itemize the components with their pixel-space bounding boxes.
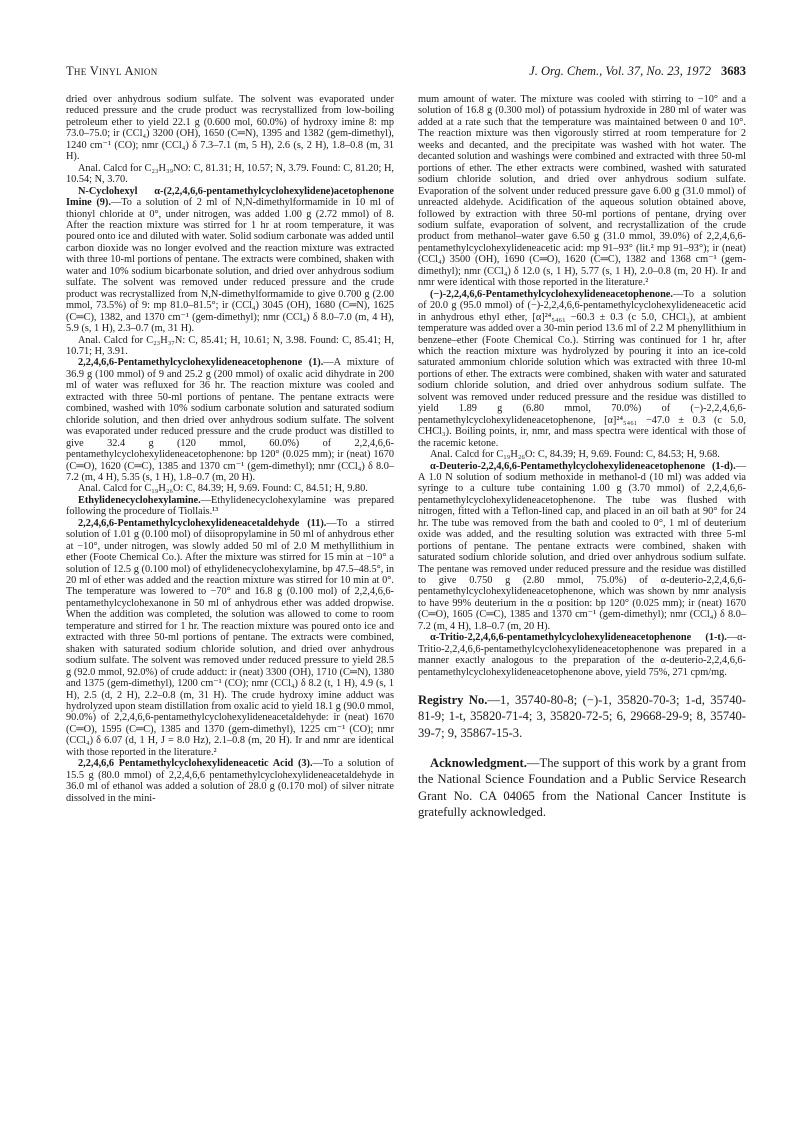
procedure-paragraph [66,518,394,759]
registry-label: Registry No. [418,693,488,708]
procedure-title: N-Cyclohexyl α-(2,2,4,6,6-pentamethylcyclohexylidene)acetophenone Imine (9). [66,185,394,209]
procedure-title: 2,2,4,6,6-Pentamethylcyclohexylideneacetaldehyde (11). [78,517,327,529]
procedure-body: —A 1.0 N solution of sodium methoxide in methanol-d (10 ml) was added via syringe to a culture tube containing 1.00 g (3.70 mmol) of 2,2,4,6,6-pentamethylcyclohexylideneacetophenone. The tube was flushed with nitrogen, fitted with a Teflon-lined cap, and placed in an oil bath at 90° for 24 hr. The tube was removed from the bath and cooled to 0°, 1 ml of deuterium oxide was added, and the resulting solution was extracted with three 5-ml portions of pentane. The pentane extracts were combined, shaken with saturated sodium chloride solution, and dried over anhydrous sodium sulfate. The pentane was removed under reduced pressure and the residue was distilled to give 0.750 g (2.80 mmol, 75.0%) of α-deuterio-2,2,4,6,6-pentamethylcyclohexylideneacetophenone, which was shown by nmr analysis to have 99% deuterium in the α position: bp 120° (0.025 mm); ir (neat) 1670 (C═O), 1605 (C═C), 1385 and 1370 cm⁻¹ (gem-dimethyl); nmr (CCl₄) δ 8.0–7.2 (m, 4 H), 1.8–0.7 (m, 20 H). [418,460,746,632]
procedure-paragraph [418,461,746,633]
paragraph: mum amount of water. The mixture was cooled with stirring to −10° and a solution of 16.8 g (0.300 mol) of potassium hydroxide in 280 ml of water was added at a rate such that the temperature was maintained between 0 and 10°. The reaction mixture was then vigorously stirred at room temperature for 2 weeks and decanted, and the precipitate was washed with hot water. The decanted solution and washings were combined and extracted with three 50-ml portions of ether. The ether extracts were combined, washed with saturated sodium chloride solution, and dried over anhydrous sodium sulfate. Evaporation of the solvent under reduced pressure gave 6.00 g (31.0 mmol) of unreacted aldehyde. Acidification of the aqueous solution obtained above, followed by extraction with three 50-ml portions of pentane, drying over sodium sulfate, evaporation of solvent, and recrystallization of the crude product from methanol–water gave 6.50 g (31.0 mmol, 39.0%) of 2,2,4,6,6-pentamethylcyclohexylideneacetic acid: mp 91–93° (lit.² mp 91–93°); ir (neat) (CCl₄) 3500 (OH), 1690 (C═O), 1620 (C═C), 1382 and 1368 cm⁻¹ (gem-dimethyl); nmr (CCl₄) δ 12.0 (s, 1 H), 5.77 (s, 1 H), 2.0–0.8 (m, 20 H). Ir and nmr were identical with those reported in the literature.² [418,94,746,289]
procedure-title: α-Tritio-2,2,4,6,6-pentamethylcyclohexylideneacetophenone (1-t). [430,632,727,644]
procedure-paragraph [418,632,746,678]
analysis-paragraph: Anal. Calcd for C₁₉H₂₆O: C, 84.39; H, 9.69. Found: C, 84.53; H, 9.68. [430,449,720,461]
running-title: The Vinyl Anion [66,64,158,78]
procedure-paragraph [66,186,394,335]
procedure-title: (−)-2,2,4,6,6-Pentamethylcyclohexylideneacetophenone. [430,288,673,300]
procedure-body: —To a stirred solution of 1.01 g (0.100 mol) of diisopropylamine in 50 ml of anhydrous ether at −10°, under nitrogen, was slowly added 50 ml of 2.0 M methyllithium in ether (Foote Chemical Co.). After the mixture was stirred for 15 min at −10° a solution of 12.5 g (0.100 mol) of ethylidenecyclohexylamine, bp 47.5–48.5°, in 20 ml of ether was added and the reaction mixture was stirred for 10 min at 0°. The temperature was lowered to −70° and 16.8 g (0.100 mol) of 2,2,4,6,6-pentamethylcyclohexanone in 50 ml of anhydrous ether was added dropwise. When the addition was completed, the solution was allowed to come to room temperature and stirred for 1 hr. The reaction mixture was poured onto ice and extracted with three 50-ml portions of pentane. The extracts were combined, shaken with saturated sodium chloride solution, and dried over anhydrous sodium sulfate. The solvent was removed under reduced pressure to yield 28.5 g (92.0 mmol, 92.0%) of crude adduct: ir (neat) 3300 (OH), 1710 (C═N), 1380 and 1375 (gem-dimethyl), 1200 cm⁻¹ (CO); nmr (CCl₄) δ 8.2 (t, 1 H), 4.9 (s, 1 H), 2.5 (d, 2 H), 2.2–0.8 (m, 31 H). The crude hydroxy imine adduct was hydrolyzed upon steam distillation from oxalic acid to yield 18.1 g (90.0 mmol, 90.0%) of 2,2,4,6,6-pentamethylcyclohexylideneacetaldehyde: ir (neat) 1670 (C═O), 1595 (C═C), 1385 and 1370 (gem-dimethyl), 1225 cm⁻¹ (CO); nmr (CCl₄) δ 6.07 (d, 1 H, J = 8.0 Hz), 2.1–0.8 (m, 20 H). Ir and nmr are identical with those reported in the literature.² [66,517,395,758]
procedure-paragraph [66,357,394,483]
registry-text: —1, 35740-80-8; (−)-1, 35820-70-3; 1-d, 35740-81-9; 1-t, 35820-71-4; 3, 35820-72-5; 6, 29668-29-9; 8, 35740-39-7; 9, 35867-15-3. [418,693,746,740]
procedure-paragraph [66,495,394,518]
acknowledgment [418,755,746,820]
journal-name: J. Org. Chem., Vol. 37, No. 23, 1972 [529,64,711,78]
procedure-title: α-Deuterio-2,2,4,6,6-Pentamethylcyclohexylideneacetophenone (1-d). [430,460,736,472]
procedure-body: —To a solution of 15.5 g (80.0 mmol) of 2,2,4,6,6 pentamethylcyclohexylideneacetaldehyde in 36.0 ml of ethanol was added a solution of 28.0 g (0.170 mol) of silver nitrate dissolved in the mini- [66,758,394,804]
procedure-paragraph [418,289,746,449]
procedure-body: —Ethylidenecyclohexylamine was prepared following the procedure of Tiollais.¹³ [66,494,394,518]
procedure-body: —A mixture of 36.9 g (100 mmol) of 9 and 25.2 g (200 mmol) of oxalic acid dihydrate in 200 ml of water was refluxed for 36 hr. The reaction mixture was cooled and extracted with three 50-ml portions of pentane. The pentane extracts were combined, washed with 10% sodium carbonate solution and saturated sodium chloride solution, and then dried over anhydrous sodium sulfate. The solvent was evaporated under reduced pressure and the crude product was distilled to give 32.4 g (120 mmol, 60.0%) of 2,2,4,6,6-pentamethylcyclohexylideneacetophenone: bp 120° (0.025 mm); ir (neat) 1670 (C═O), 1620 (C═C), 1385 and 1370 cm⁻¹ (gem-dimethyl); nmr (CCl₄) δ 8.0–7.2 (m, 4 H), 5.35 (s, 1 H), 1.8–0.7 (m, 20 H). [66,357,395,483]
analysis-paragraph: Anal. Calcd for C₂₃H₃₉NO: C, 81.31; H, 10.57; N, 3.79. Found: C, 81.20; H, 10.54; N, 3.70. [66,162,394,186]
paragraph: dried over anhydrous sodium sulfate. The solvent was evaporated under reduced pressure and the crude product was recrystallized from low-boiling petroleum ether to yield 22.1 g (0.600 mol, 60.0%) of hydroxy imine 8: mp 73.0–75.0; ir (CCl₄) 3200 (OH), 1650 (C═N), 1395 and 1382 (gem-dimethyl), 1240 cm⁻¹ (CO); nmr (CCl₄) δ 7.3–7.1 (m, 5 H), 2.6 (s, 2 H), 1.8–0.8 (m, 31 H). [66,94,394,163]
left-column [66,94,394,804]
procedure-body: —To a solution of 20.0 g (95.0 mmol) of (−)-2,2,4,6,6-pentamethylcyclohexylideneacetic acid in anhydrous ethyl ether, [α]²⁴₅₄₆₁ −60.3 ± 0.3 (c 5.0, CHCl₃), at ambient temperature was added over a 30-min period 13.6 ml of 2.2 M phenyllithium in benzene–ether (Foote Chemical Co.). Stirring was continued for 1 hr, after which the reaction mixture was hydrolyzed by pouring it into an ice-cold saturated ammonium chloride solution which was extracted with three 10-ml portions of ether. The extracts were combined, shaken with water and saturated sodium chloride solution, and dried over anhydrous sodium sulfate. The solvent was removed under reduced pressure and the residue was distilled to yield 1.89 g (6.80 mmol, 70.0%) of (−)-2,2,4,6,6-pentamethylcyclohexylideneacetophenone, [α]²⁴₅₄₆₁ −47.0 ± 0.3 (c 5.0, CHCl₃). Boiling points, ir, nmr, and mass spectra were identical with those of the racemic ketone. [418,288,746,449]
acknowledgment-text: —The support of this work by a grant from the National Science Foundation and a Public Service Research Grant No. CA 04065 from the National Cancer Institute is gratefully acknowledged. [418,756,746,819]
journal-citation [529,64,746,79]
acknowledgment-label: Acknowledgment. [430,756,527,770]
procedure-paragraph [66,758,394,804]
procedure-body: —α-Tritio-2,2,4,6,6-pentamethylcyclohexylideneacetophenone was prepared in a manner exactly analogous to the preparation of the α-deuterio-2,2,4,6,6-pentamethylcyclohexylideneacetophenone above, yield 75%, 271 cpm/mg. [418,632,746,678]
analysis-paragraph: Anal. Calcd for C₂₃H₃₇N: C, 85.41; H, 10.61; N, 3.98. Found: C, 85.41; H, 10.71; H, 3.91. [66,334,394,357]
right-column [418,94,746,820]
procedure-title: 2,2,4,6,6 Pentamethylcyclohexylideneacetic Acid (3). [78,758,313,770]
procedure-body: —To a solution of 2 ml of N,N-dimethylformamide in 10 ml of thionyl chloride at 0°, under nitrogen, was added 1.00 g (2.72 mmol) of 8. After the reaction mixture was stirred for 1 hr at room temperature, it was poured onto ice and diluted with water. Solid sodium carbonate was added until carbon dioxide was no longer evolved and the reaction mixture was extracted with three 10-ml portions of pentane. The extracts were combined, shaken with water and 10% sodium bicarbonate solution, and dried over anhydrous sodium sulfate. The solvent was removed under reduced pressure and the crude product was recrystallized from N,N-dimethylformamide to give 0.700 g (2.00 mmol, 73.5%) of 9: mp 81.0–81.5°; ir (CCl₄) 3045 (OH), 1680 (C═N), 1625 (C═C), 1382, and 1370 cm⁻¹ (gem-dimethyl); nmr (CCl₄) δ 8.0–7.0 (m, 4 H), 5.9 (s, 1 H), 2.3–0.7 (m, 31 H). [66,197,394,335]
procedure-title: Ethylidenecyclohexylamine. [78,494,201,506]
procedure-title: 2,2,4,6,6-Pentamethylcyclohexylideneacetophenone (1). [78,357,324,369]
page-number: 3683 [721,64,746,78]
analysis-paragraph: Anal. Calcd for C₁₉H₂₆O: C, 84.39; H, 9.69. Found: C, 84.51; H, 9.80. [78,483,368,495]
running-header [66,64,746,84]
registry-numbers [418,692,746,741]
